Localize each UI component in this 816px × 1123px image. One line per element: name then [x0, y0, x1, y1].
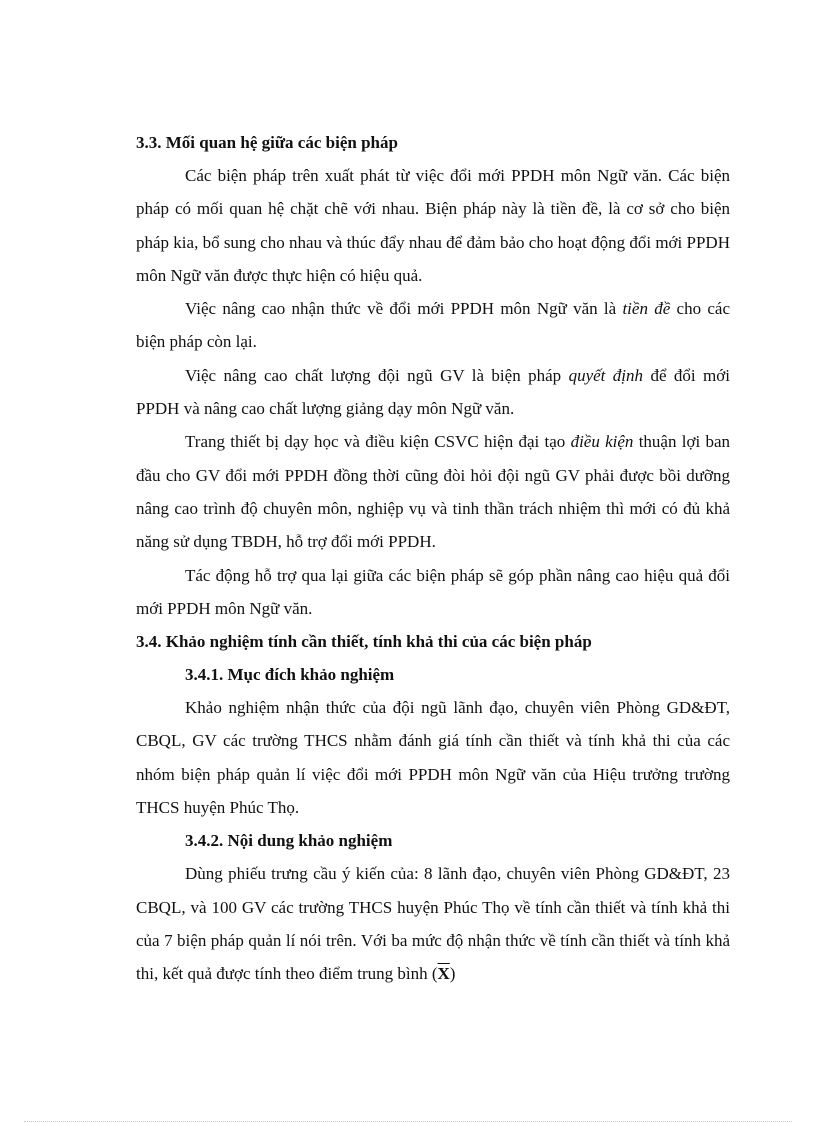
paragraph-survey-content [136, 857, 730, 990]
page-bottom-rule [24, 1121, 792, 1122]
section-3-4-title: 3.4. Khảo nghiệm tính cần thiết, tính khả thi của các biện pháp [136, 632, 592, 652]
paragraph-teacher-quality [136, 359, 730, 426]
paragraph-survey-purpose: Khảo nghiệm nhận thức của đội ngũ lãnh đạo, chuyên viên Phòng GD&ĐT, CBQL, GV các trường THCS nhằm đánh giá tính cần thiết và tính khả thi của các nhóm biện pháp quản lí việc đổi mới PPDH môn Ngữ văn của Hiệu trưởng trường THCS huyện Phúc Thọ. [136, 698, 730, 818]
paragraph-equipment [136, 425, 730, 558]
text: thuận lợi ban đầu cho GV đổi mới PPDH đồng thời cũng đòi hỏi đội ngũ GV phải được bồi dưỡng nâng cao trình độ chuyên môn, nghiệp vụ và tinh thần trách nhiệm thì mới có đủ khả năng sử dụng TBDH, hỗ trợ đổi mới PPDH. [136, 432, 730, 552]
text: Việc nâng cao chất lượng đội ngũ GV là biện pháp [185, 365, 569, 385]
mean-symbol: $\overline{X}$ [437, 964, 450, 984]
paragraph-relationship: Các biện pháp trên xuất phát từ việc đổi mới PPDH môn Ngữ văn. Các biện pháp có mối quan hệ chặt chẽ với nhau. Biện pháp này là tiền đề, là cơ sở cho biện pháp kia, bổ sung cho nhau và thúc đẩy nhau để đảm bảo cho hoạt động đổi mới PPDH môn Ngữ văn được thực hiện có hiệu quả. [136, 166, 730, 285]
document-page [136, 126, 730, 991]
emphasis-condition: điều kiện [570, 432, 634, 452]
emphasis-premise: tiền đề [622, 299, 671, 319]
text: Việc nâng cao nhận thức về đổi mới PPDH môn Ngữ văn là [185, 299, 623, 319]
emphasis-decisive: quyết định [568, 365, 644, 385]
section-3-3-title: 3.3. Mối quan hệ giữa các biện pháp [136, 133, 398, 152]
text: ) [449, 964, 456, 984]
section-3-4-1-title: 3.4.1. Mục đích khảo nghiệm [185, 665, 395, 685]
text: cho các biện pháp còn lại. [136, 299, 730, 352]
text: Dùng phiếu trưng cầu ý kiến của: 8 lãnh đạo, chuyên viên Phòng GD&ĐT, 23 CBQL, và 100 GV các trường THCS huyện Phúc Thọ về tính cần thiết và tính khả thi của 7 biện pháp quản lí nói trên. Với ba mức độ nhận thức về tính cần thiết và tính khả thi, kết quả được tính theo điểm trung bình ( [136, 864, 730, 984]
paragraph-awareness [136, 292, 730, 359]
section-3-4-2-title: 3.4.2. Nội dung khảo nghiệm [185, 831, 393, 851]
paragraph-mutual-support: Tác động hỗ trợ qua lại giữa các biện pháp sẽ góp phần nâng cao hiệu quả đổi mới PPDH môn Ngữ văn. [136, 565, 730, 618]
text: để đổi mới PPDH và nâng cao chất lượng giảng dạy môn Ngữ văn. [136, 365, 730, 419]
text: Trang thiết bị dạy học và điều kiện CSVC hiện đại tạo [185, 432, 571, 452]
